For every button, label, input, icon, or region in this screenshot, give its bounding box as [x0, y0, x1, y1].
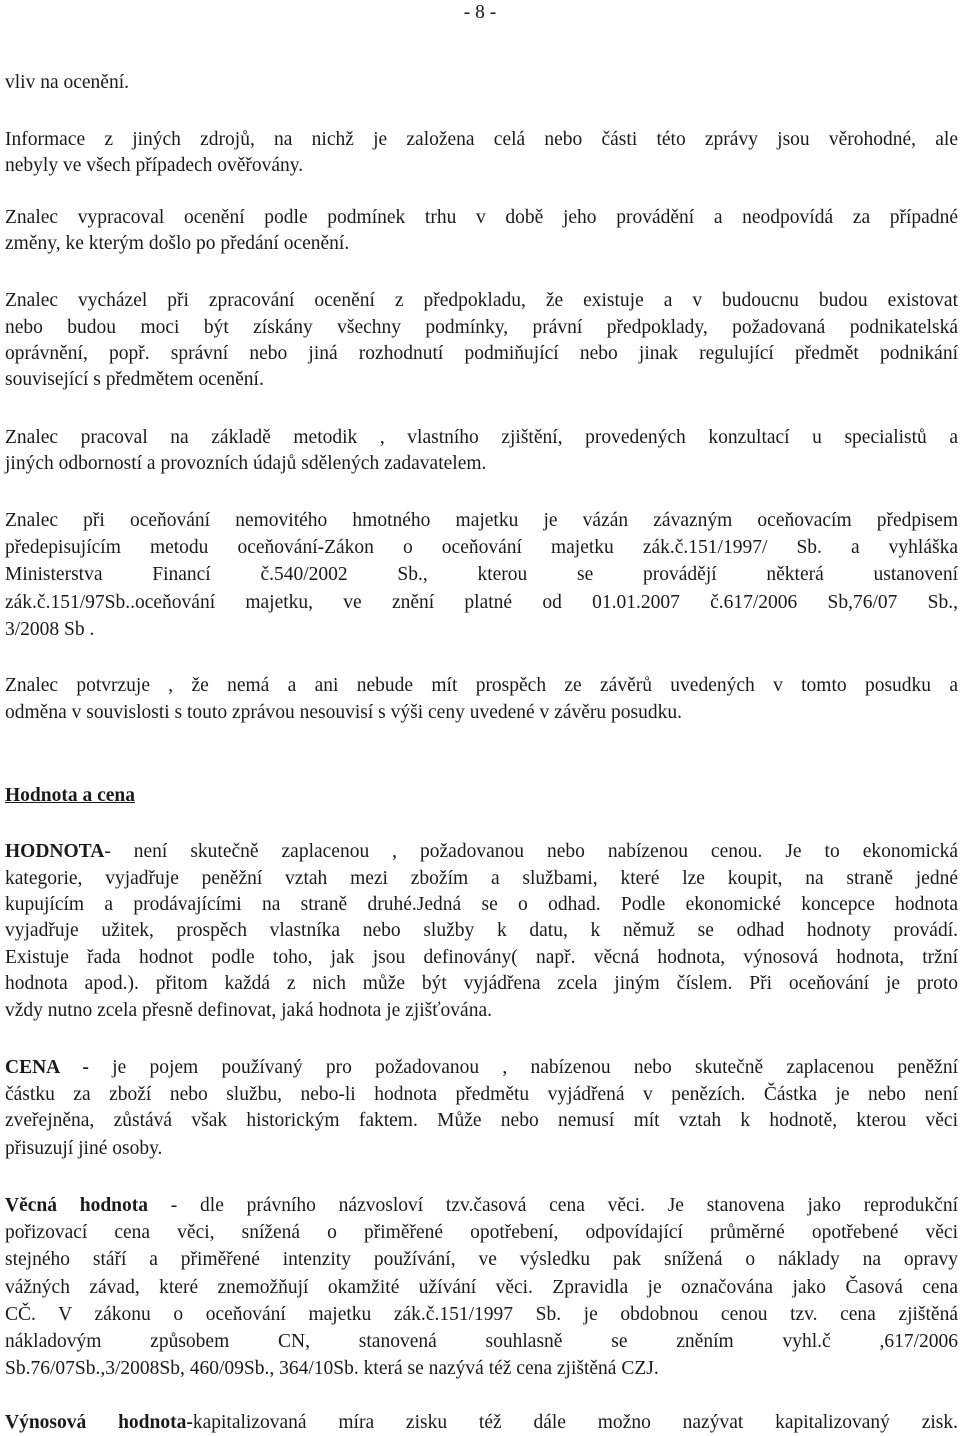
- text-line: Sb.76/07Sb.,3/2008Sb, 460/09Sb., 364/10Sb. která se nazývá též cena zjištěná CZJ.: [5, 1358, 659, 1379]
- section-heading: Hodnota a cena: [5, 785, 136, 806]
- definition-term: Věcná hodnota: [5, 1195, 149, 1216]
- text-line: nebyly ve všech případech ověřovány.: [5, 155, 304, 176]
- definition-text: je pojem používaný pro požadovanou , nabízenou nebo skutečně zaplacenou peněžní: [88, 1057, 959, 1078]
- text-line: pořizovací cena věci, snížená o přiměřené opotřebení, odpovídající průměrné opotřebené věci: [5, 1222, 958, 1243]
- text-line: Znalec vycházel při zpracování ocenění z předpokladu, že existuje a v budoucnu budou existovat: [5, 290, 958, 311]
- text-line: Existuje řada hodnot podle toho, jak jsou definovány( např. věcná hodnota, výnosová hodnota, tržní: [5, 947, 958, 968]
- definition-first-line: [5, 1410, 958, 1436]
- text-line: Znalec potvrzuje , že nemá a ani nebude mít prospěch ze závěrů uvedených v tomto posudku a: [5, 675, 958, 696]
- text-line: nákladovým způsobem CN, stanovená souhlasně se zněním vyhl.č ,617/2006: [5, 1331, 958, 1352]
- text-line: Informace z jiných zdrojů, na nichž je založena celá nebo části této zprávy jsou věrohodné, ale: [5, 129, 958, 150]
- text-line: stejného stáří a přiměřené intenzity používání, ve výsledku pak snížená o náklady na opravy: [5, 1249, 958, 1270]
- text-line: Znalec pracoval na základě metodik , vlastního zjištění, provedených konzultací u specialistů a: [5, 427, 958, 448]
- definition-text: kapitalizovaná míra zisku též dále možno nazývat kapitalizovaný zisk.: [192, 1412, 958, 1433]
- text-line: zveřejněna, zůstává však historickým faktem. Může nebo nemusí mít vztah k hodnotě, kterou věci: [5, 1110, 958, 1131]
- text-line: jiných odborností a provozních údajů sdělených zadavatelem.: [5, 453, 487, 474]
- text-line: Znalec při oceňování nemovitého hmotného majetku je vázán závazným oceňovacím předpisem: [5, 510, 958, 531]
- text-line: 3/2008 Sb .: [5, 619, 95, 640]
- text-line: hodnota apod.). přitom každá z nich může být vyjádřena zcela jiným číslem. Při oceňování je proto: [5, 973, 958, 994]
- text-line: oprávnění, popř. správní nebo jiná rozhodnutí podmiňující nebo jinak regulující předmět podnikání: [5, 343, 958, 364]
- definition-text: - dle právního názvosloví tzv.časová cena věci. Je stanovena jako reprodukční: [148, 1195, 958, 1216]
- text-line: související s předmětem ocenění.: [5, 369, 264, 390]
- text-line: částku za zboží nebo službu, nebo-li hodnota předmětu vyjádřená v penězích. Částka je nebo není: [5, 1084, 958, 1105]
- text-line: přisuzují jiné osoby.: [5, 1138, 163, 1159]
- definition-first-line: [5, 839, 958, 865]
- definition-first-line: [5, 1055, 958, 1081]
- text-line: zák.č.151/97Sb..oceňování majetku, ve znění platné od 01.01.2007 č.617/2006 Sb,76/07 Sb.,: [5, 592, 958, 613]
- definition-term: Výnosová hodnota-: [5, 1412, 193, 1433]
- definition-term: HODNOTA: [5, 841, 105, 862]
- text-line: vyjadřuje užitek, prospěch vlastníka nebo služby k datu, k němuž se odhad hodnoty provádí.: [5, 920, 958, 941]
- definition-term: CENA -: [5, 1057, 89, 1078]
- page-number: - 8 -: [463, 2, 497, 23]
- text-line: vždy nutno zcela přesně definovat, jaká hodnota je zjišťována.: [5, 1000, 492, 1021]
- text-line: Znalec vypracoval ocenění podle podmínek trhu v době jeho provádění a neodpovídá za případné: [5, 207, 958, 228]
- text-line: změny, ke kterým došlo po předání ocenění.: [5, 233, 350, 254]
- text-line: kategorie, vyjadřuje peněžní vztah mezi zbožím a službami, které lze koupit, na straně jedné: [5, 868, 958, 889]
- text-line: odměna v souvislosti s touto zprávou nesouvisí s výši ceny uvedené v závěru posudku.: [5, 702, 682, 723]
- text-line: předepisujícím metodu oceňování-Zákon o oceňování majetku zák.č.151/1997/ Sb. a vyhláška: [5, 537, 958, 558]
- text-line: Ministerstva Financí č.540/2002 Sb., kterou se provádějí některá ustanovení: [5, 564, 958, 585]
- text-line: nebo budou moci být získány všechny podmínky, právní předpoklady, požadovaná podnikatelská: [5, 317, 958, 338]
- text-line: vážných závad, které znemožňují okamžité užívání věci. Zpravidla je označována jako Časová cena: [5, 1277, 958, 1298]
- text-line: vliv na ocenění.: [5, 72, 129, 93]
- definition-first-line: [5, 1193, 958, 1219]
- definition-text: - není skutečně zaplacenou , požadovanou nebo nabízenou cenou. Je to ekonomická: [104, 841, 958, 862]
- text-line: kupujícím a prodávajícími na straně druhé.Jedná se o odhad. Podle ekonomické koncepce hodnota: [5, 894, 958, 915]
- text-line: CČ. V zákonu o oceňování majetku zák.č.151/1997 Sb. je obdobnou cenou tzv. cena zjištěná: [5, 1304, 958, 1325]
